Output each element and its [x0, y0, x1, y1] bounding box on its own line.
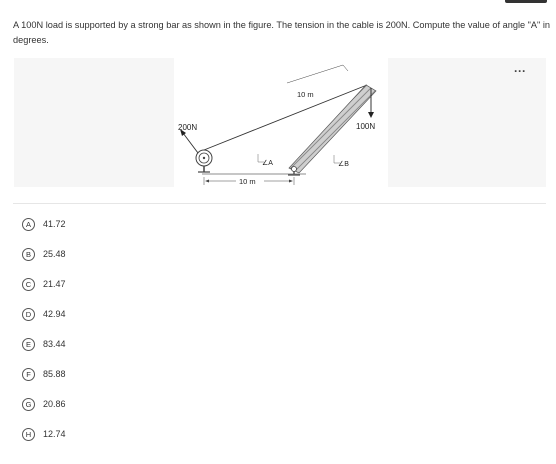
option-e[interactable]	[22, 336, 66, 352]
option-b[interactable]	[22, 246, 66, 262]
label-200n: 200N	[178, 123, 198, 132]
option-d[interactable]	[22, 306, 66, 322]
option-b-radio[interactable]: B	[22, 248, 35, 261]
option-f[interactable]	[22, 366, 66, 382]
option-h[interactable]	[22, 426, 66, 442]
option-a-label: 41.72	[43, 219, 66, 229]
option-e-radio[interactable]: E	[22, 338, 35, 351]
option-g-label: 20.86	[43, 399, 66, 409]
cable-free-end	[183, 133, 198, 153]
force-arrow-100n-icon	[368, 112, 374, 118]
more-options-icon[interactable]: ···	[514, 64, 526, 78]
top-tab-indicator	[505, 0, 547, 3]
label-10m-bottom: 10 m	[239, 177, 256, 186]
option-a[interactable]	[22, 216, 66, 232]
option-c[interactable]	[22, 276, 66, 292]
question-text: A 100N load is supported by a strong bar as shown in the figure. The tension in the cable is 200N. Compute the value of angle "A" in degrees.	[13, 20, 551, 45]
label-10m-top: 10 m	[297, 90, 314, 99]
option-f-radio[interactable]: F	[22, 368, 35, 381]
label-angle-b: ∠B	[338, 161, 349, 168]
pulley-icon	[196, 150, 212, 172]
option-h-label: 12.74	[43, 429, 66, 439]
option-a-radio[interactable]: A	[22, 218, 35, 231]
option-e-label: 83.44	[43, 339, 66, 349]
option-g-radio[interactable]: G	[22, 398, 35, 411]
option-c-radio[interactable]: C	[22, 278, 35, 291]
figure-panel-left	[14, 58, 174, 187]
option-h-radio[interactable]: H	[22, 428, 35, 441]
option-g[interactable]	[22, 396, 66, 412]
option-b-label: 25.48	[43, 249, 66, 259]
divider	[13, 203, 546, 204]
option-c-label: 21.47	[43, 279, 66, 289]
label-100n: 100N	[356, 122, 376, 131]
option-d-label: 42.94	[43, 309, 66, 319]
problem-figure	[174, 58, 388, 187]
option-d-radio[interactable]: D	[22, 308, 35, 321]
label-angle-a: ∠A	[262, 160, 273, 167]
option-f-label: 85.88	[43, 369, 66, 379]
dimension-line-top	[287, 65, 343, 83]
